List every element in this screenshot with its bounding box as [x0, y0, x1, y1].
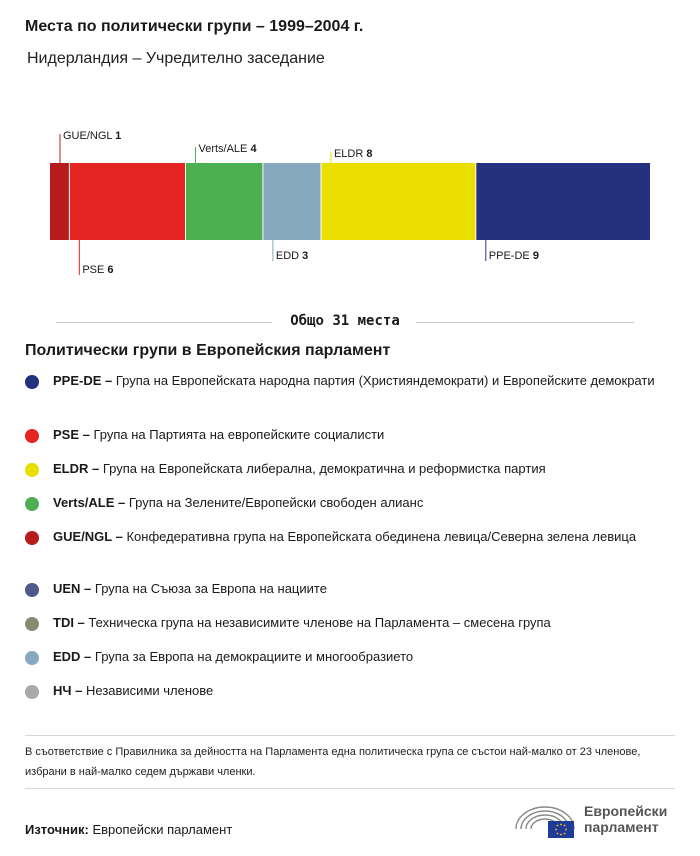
footnote: В съответствие с Правилника за дейността на Парламента една политическа група се състои най-малко от 23 членове, избрани в най-малко седем държави членки.	[25, 746, 641, 778]
legend-desc: Група на Партията на европейските социалисти	[89, 427, 385, 442]
eu-flag-icon	[548, 821, 574, 838]
legend-text	[53, 528, 675, 546]
chart-subtitle: Нидерландия – Учредително заседание	[27, 50, 325, 67]
bar-edd	[263, 163, 321, 240]
legend-text	[53, 372, 675, 390]
divider-line-right	[416, 322, 634, 323]
legend-text	[53, 648, 675, 666]
source-value: Европейски парламент	[92, 822, 233, 837]
legend-color-dot	[25, 651, 39, 665]
bar-label: PSE 6	[82, 264, 114, 276]
legend-color-dot	[25, 685, 39, 699]
legend-abbr: PSE –	[53, 427, 90, 442]
legend-color-dot	[25, 429, 39, 443]
legend-desc: Група на Зелените/Европейски свободен алианс	[125, 495, 424, 510]
legend-color-dot	[25, 531, 39, 545]
legend-text	[53, 614, 675, 632]
legend-color-dot	[25, 583, 39, 597]
legend-abbr: GUE/NGL –	[53, 529, 123, 544]
bar-verts-ale	[185, 163, 262, 240]
total-seats-label: Общо 31 места	[290, 313, 400, 329]
legend-text	[53, 580, 675, 598]
legend-abbr: TDI –	[53, 615, 85, 630]
total-row	[56, 312, 634, 334]
bar-eldr	[321, 163, 476, 240]
source-line	[25, 822, 232, 837]
legend-desc: Конфедеративна група на Европейската обединена левица/Северна зелена левица	[122, 529, 637, 544]
bar-label: EDD 3	[275, 250, 309, 262]
bar-ppe-de	[476, 163, 650, 240]
logo-line-1: Европейски	[584, 803, 668, 819]
legend-desc: Група за Европа на демокрациите и многообразието	[91, 649, 414, 664]
legend-abbr: Verts/ALE –	[53, 495, 126, 510]
divider-top	[25, 735, 675, 736]
bar-label: PPE-DE 9	[488, 250, 539, 262]
legend-desc: Независими членове	[82, 683, 214, 698]
parliament-hemicycle-icon	[512, 799, 578, 839]
bar-label: GUE/NGL 1	[63, 130, 122, 142]
legend-abbr: EDD –	[53, 649, 92, 664]
divider-bottom	[25, 788, 675, 789]
legend-text	[53, 460, 675, 478]
legend-desc: Група на Съюза за Европа на нациите	[91, 581, 327, 596]
legend-title: Политически групи в Европейския парламент	[25, 342, 391, 359]
logo-line-2: парламент	[584, 819, 659, 835]
legend-desc: Техническа група на независимите членове на Парламента – смесена група	[84, 615, 551, 630]
bar-label: Verts/ALE 4	[198, 143, 257, 155]
legend-desc: Група на Европейската народна партия (Християндемократи) и Европейските демократи	[112, 373, 655, 388]
legend-abbr: UEN –	[53, 581, 92, 596]
legend-desc: Група на Европейската либерална, демократична и реформистка партия	[99, 461, 546, 476]
legend-color-dot	[25, 375, 39, 389]
source-label: Източник:	[25, 822, 89, 837]
legend-color-dot	[25, 617, 39, 631]
legend-text	[53, 682, 675, 700]
legend-abbr: ELDR –	[53, 461, 100, 476]
legend-abbr: НЧ –	[53, 683, 83, 698]
stacked-bar-chart	[0, 120, 700, 290]
legend-color-dot	[25, 497, 39, 511]
legend-text	[53, 494, 675, 512]
legend-color-dot	[25, 463, 39, 477]
chart-title: Места по политически групи – 1999–2004 г.	[25, 18, 364, 35]
logo-text	[584, 803, 667, 835]
legend-text	[53, 426, 675, 444]
ep-logo	[512, 799, 682, 839]
bar-pse	[69, 163, 185, 240]
bar-label: ELDR 8	[333, 148, 373, 160]
legend-abbr: PPE-DE –	[53, 373, 113, 388]
